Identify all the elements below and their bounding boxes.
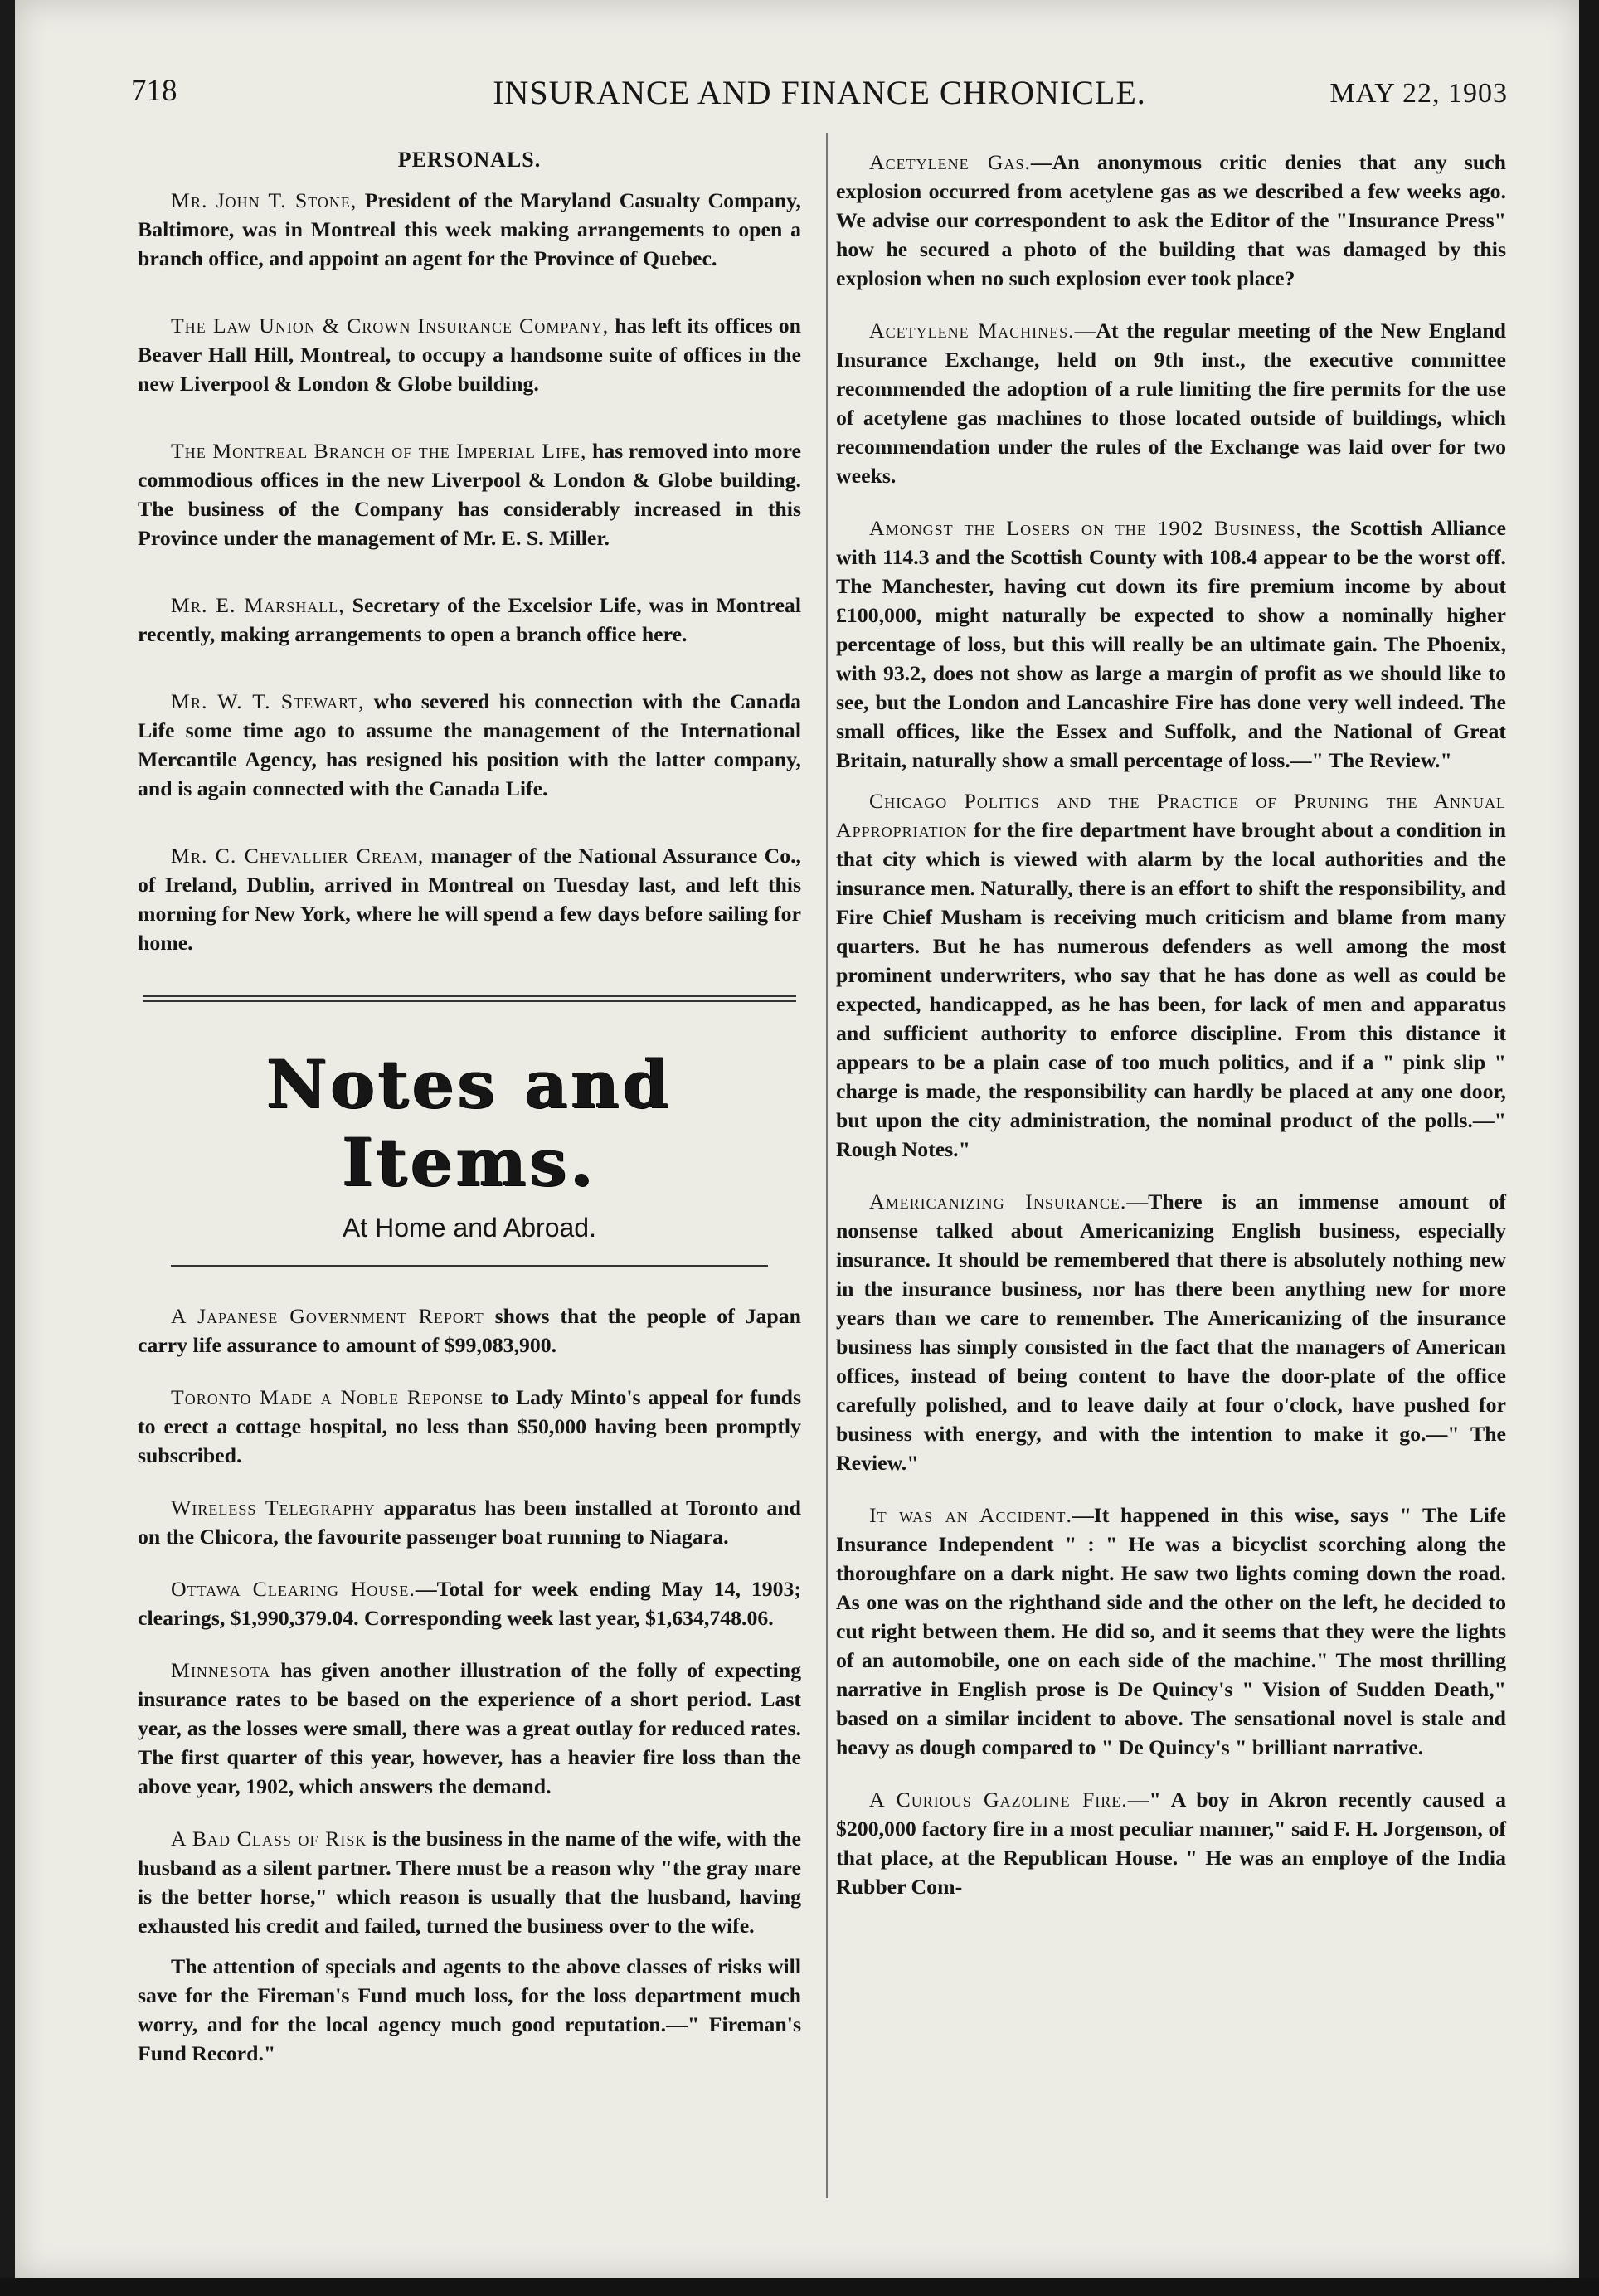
item-text: —" A boy in Akron recently caused a $200,000 factory fire in a most peculiar manner," said F. H. Jorgenson, of that place, at the Republican House. " He was an employe of the India Rubber Com-	[836, 1788, 1506, 1899]
item-lead: Wireless Telegraphy	[171, 1496, 376, 1520]
item-lead: A Japanese Government Report	[171, 1304, 484, 1328]
item-text: Secretary of the Excelsior Life, was in Montreal recently, making arrangements to open a branch office here.	[138, 593, 801, 646]
item-lead: Acetylene Machines.	[869, 319, 1075, 343]
notes-heading: Notes and Items.	[266, 1045, 673, 1201]
item-text: —Total for week ending May 14, 1903; clearings, $1,990,379.04. Corresponding week last year, $1,634,748.06.	[138, 1577, 801, 1630]
personal-item	[138, 687, 801, 803]
item-text: for the fire department have brought about a condition in that city which is viewed with alarm by the local authorities and the insurance men. Naturally, there is an effort to shift the responsibility, and Fire Chief Musham is receiving much criticism and blame from many quarters. But he has numerous defenders as well among the most prominent underwriters, who say that he has done as well as could be expected, handicapped, as he has been, for lack of men and apparatus and sufficient authority to enforce discipline. From this distance it appears to be a plain case of too much politics, and if a " pink slip " charge is made, the responsibility can hardly be placed at any one door, but upon the city administration, the nominal product of the polls.—" Rough Notes."	[836, 818, 1506, 1161]
note-item	[138, 1301, 801, 1360]
item-lead: It was an Accident.	[869, 1503, 1072, 1527]
scan-edge-right	[1579, 0, 1599, 2296]
item-lead: The Montreal Branch of the Imperial Life,	[171, 439, 587, 463]
item-text: —An anonymous critic denies that any such explosion occurred from acetylene gas as we described a few weeks ago. We advise our correspondent to ask the Editor of the "Insurance Press" how he secured a photo of the building that was damaged by this explosion when no such explosion ever took place?	[836, 150, 1506, 290]
article-item	[836, 148, 1506, 293]
note-item	[138, 1656, 801, 1801]
item-lead: Mr. E. Marshall,	[171, 593, 345, 617]
notes-subheading: At Home and Abroad.	[343, 1213, 596, 1243]
item-lead: Americanizing Insurance.	[869, 1189, 1127, 1214]
item-text: —At the regular meeting of the New England Insurance Exchange, held on 9th inst., the executive committee recommended the adoption of a rule limiting the fire permits for the use of acetylene gas machines to those located outside of buildings, which recommendation under the rules of the Exchange was laid over for two weeks.	[836, 319, 1507, 488]
item-lead: Chicago Politics and the Practice of Pruning the Annual Appropriation	[836, 789, 1506, 842]
column-divider	[826, 133, 828, 2198]
item-lead: Mr. C. Chevallier Cream,	[171, 844, 425, 868]
item-lead: Minnesota	[171, 1658, 271, 1682]
personal-item	[138, 591, 801, 649]
note-item	[138, 1383, 801, 1470]
item-lead: Mr. John T. Stone,	[171, 188, 357, 212]
article-item	[836, 316, 1506, 490]
note-item	[138, 1824, 801, 1940]
right-column	[836, 148, 1506, 1913]
item-text: apparatus has been installed at Toronto and on the Chicora, the favourite passenger boat running to Niagara.	[138, 1496, 801, 1549]
article-item	[836, 1785, 1506, 1901]
article-item	[836, 786, 1506, 1164]
item-lead: The Law Union & Crown Insurance Company,	[171, 314, 610, 338]
article-item	[836, 1501, 1506, 1762]
item-lead: A Curious Gazoline Fire.	[869, 1788, 1128, 1812]
personal-item	[138, 436, 801, 552]
item-text: to Lady Minto's appeal for funds to erect a cottage hospital, no less than $50,000 having been promptly subscribed.	[138, 1385, 801, 1467]
item-text: The attention of specials and agents to the above classes of risks will save for the Fireman's Fund much loss, for the loss department much worry, and for the local agency much good reputation.—" Fireman's Fund Record."	[138, 1954, 801, 2065]
item-text: who severed his connection with the Canada Life some time ago to assume the management of the International Mercantile Agency, has resigned his position with the latter company, and is again connected with the Canada Life.	[138, 689, 802, 800]
issue-date: MAY 22, 1903	[1329, 78, 1508, 109]
item-text: the Scottish Alliance with 114.3 and the Scottish County with 108.4 appear to be the worst off. The Manchester, having cut down its fire premium income by about £100,000, might naturally be expected to show a nominally higher percentage of loss, but this will really be an ultimate gain. The Phoenix, with 93.2, does not show as large a margin of profit as we should like to see, but the London and Lancashire Fire has done very well indeed. The small offices, like the Essex and Suffolk, and the National of Great Britain, naturally show a small percentage of loss.—" The Review."	[836, 516, 1506, 772]
item-lead: Amongst the Losers on the 1902 Business,	[869, 516, 1302, 540]
item-text: manager of the National Assurance Co., of Ireland, Dublin, arrived in Montreal on Tuesday last, and left this morning for New York, where he will spend a few days before sailing for home.	[138, 844, 802, 955]
item-text: President of the Maryland Casualty Company, Baltimore, was in Montreal this week making arrangements to open a branch office, and appoint an agent for the Province of Quebec.	[138, 188, 802, 270]
note-item	[138, 1952, 801, 2068]
item-lead: A Bad Class of Risk	[171, 1827, 367, 1851]
newspaper-page	[15, 0, 1582, 2279]
item-lead: Toronto Made a Noble Reponse	[171, 1385, 484, 1409]
item-text: —There is an immense amount of nonsense talked about Americanizing English business, especially insurance. It should be remembered that there is absolutely nothing new in the insurance business, nor has there been anything new for more years than we care to remember. The Americanizing of the insurance business has simply consisted in the fact that the managers of American offices, instead of being content to have the door-plate of the office carefully polished, and to leave daily at four o'clock, have pushed for business with energy, and with the intention to make it go.—" The Review."	[836, 1189, 1506, 1475]
note-item	[138, 1574, 801, 1632]
article-item	[836, 1187, 1506, 1477]
page-header	[131, 73, 1508, 123]
item-text: has removed into more commodious offices in the new Liverpool & London & Globe building. The business of the Company has considerably increased in this Province under the management of Mr. E. S. Miller.	[138, 439, 801, 550]
item-text: shows that the people of Japan carry life assurance to amount of $99,083,900.	[138, 1304, 801, 1357]
item-text: —It happened in this wise, says " The Life Insurance Independent " : " He was a bicyclist scorching along the thoroughfare on a dark night. He saw two lights coming down the road. As one was on the righthand side and the other on the left, he decided to cut right between them. He did so, and it seems that they were the lights of an automobile, one on each side of the machine." The most thrilling narrative in English prose is De Quincy's " Vision of Sudden Death," based on a similar incident to above. The sensational novel is stale and heavy as dough compared to " De Quincy's " brilliant narrative.	[836, 1503, 1506, 1759]
personal-item	[138, 311, 801, 398]
personals-heading: PERSONALS.	[397, 148, 542, 172]
scan-edge-bottom	[0, 2278, 1599, 2296]
item-text: is the business in the name of the wife, with the husband as a silent partner. There must be a reason why "the gray mare is the better horse," which reason is usually that the husband, having exhausted his credit and failed, turned the business over to the wife.	[138, 1827, 801, 1938]
item-text: has given another illustration of the folly of expecting insurance rates to be based on the experience of a short period. Last year, as the losses were small, there was a great outlay for reduced rates. The first quarter of this year, however, has a heavier fire loss than the above year, 1902, which answers the demand.	[138, 1658, 801, 1798]
article-item	[836, 513, 1506, 775]
subheading-rule	[171, 1265, 768, 1267]
note-item	[138, 1493, 801, 1551]
page-number: 718	[131, 74, 177, 108]
section-rule	[143, 995, 796, 1002]
item-lead: Mr. W. T. Stewart,	[171, 689, 365, 713]
personal-item	[138, 841, 801, 957]
masthead: INSURANCE AND FINANCE CHRONICLE.	[493, 74, 1146, 111]
personal-item	[138, 186, 801, 273]
item-lead: Ottawa Clearing House.	[171, 1577, 416, 1601]
left-column	[138, 143, 801, 2080]
item-lead: Acetylene Gas.	[869, 150, 1031, 174]
item-text: has left its offices on Beaver Hall Hill, Montreal, to occupy a handsome suite of offices in the new Liverpool & London & Globe building.	[138, 314, 801, 396]
